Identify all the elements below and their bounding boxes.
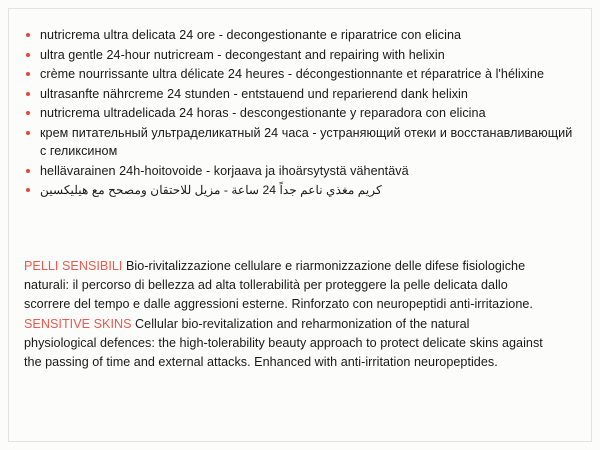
description-lead-it: PELLI SENSIBILI bbox=[24, 258, 123, 273]
multilingual-product-name-list bbox=[24, 26, 580, 200]
list-item bbox=[24, 181, 580, 200]
bullet-dot-icon bbox=[26, 169, 30, 173]
description-body-en: Cellular bio-revitalization and reharmonization of the natural physiological defences: the high-tolerability beauty approach to protect delicate skins against the passing of time and external attacks. Enhanced with anti-irritation neuropeptides. bbox=[24, 316, 543, 369]
list-item bbox=[24, 124, 580, 161]
product-name-it: nutricrema ultra delicata 24 ore - decongestionante e riparatrice con elicina bbox=[40, 28, 462, 42]
list-item bbox=[24, 162, 580, 181]
description-lead-en: SENSITIVE SKINS bbox=[24, 316, 132, 331]
product-name-ru: крем питательный ультраделикатный 24 часа - устраняющий отеки и восстанавливающий с геликсином bbox=[40, 125, 576, 158]
bullet-dot-icon bbox=[26, 53, 30, 57]
bullet-dot-icon bbox=[26, 188, 30, 192]
list-item bbox=[24, 104, 580, 123]
section-spacer bbox=[24, 201, 580, 257]
bullet-dot-icon bbox=[26, 72, 30, 76]
list-item bbox=[24, 65, 580, 84]
product-name-en: ultra gentle 24-hour nutricream - decongestant and repairing with helixin bbox=[40, 47, 445, 62]
bullet-dot-icon bbox=[26, 92, 30, 96]
list-item bbox=[24, 46, 580, 65]
description-paragraph-en bbox=[24, 315, 544, 372]
product-name-es: nutricrema ultradelicada 24 horas - descongestionante y reparadora con elicina bbox=[40, 106, 486, 120]
bullet-dot-icon bbox=[26, 131, 30, 135]
product-name-fr: crème nourrissante ultra délicate 24 heures - décongestionnante et réparatrice à l'hélixine bbox=[40, 67, 544, 81]
bullet-dot-icon bbox=[26, 111, 30, 115]
bullet-dot-icon bbox=[26, 33, 30, 37]
product-name-fi: hellävarainen 24h-hoitovoide - korjaava ja ihoärsytystä vähentävä bbox=[40, 163, 409, 178]
product-name-de: ultrasanfte nährcreme 24 stunden - entstauend und reparierend dank helixin bbox=[40, 86, 468, 101]
description-paragraph-it bbox=[24, 257, 544, 314]
product-name-ar: كريم مغذي ناعم جداً 24 ساعة - مزيل للاحتقان ومصحح مع هيليكسين bbox=[40, 183, 382, 197]
list-item bbox=[24, 85, 580, 104]
description-body-it: Bio-rivitalizzazione cellulare e riarmonizzazione delle difese fisiologiche naturali: il percorso di bellezza ad alta tollerabilità per proteggere la pelle delicata dallo scorrere del tempo e dalle aggressioni esterne. Rinforzato con neuropeptidi anti-irritazione. bbox=[24, 258, 533, 311]
list-item bbox=[24, 26, 580, 45]
